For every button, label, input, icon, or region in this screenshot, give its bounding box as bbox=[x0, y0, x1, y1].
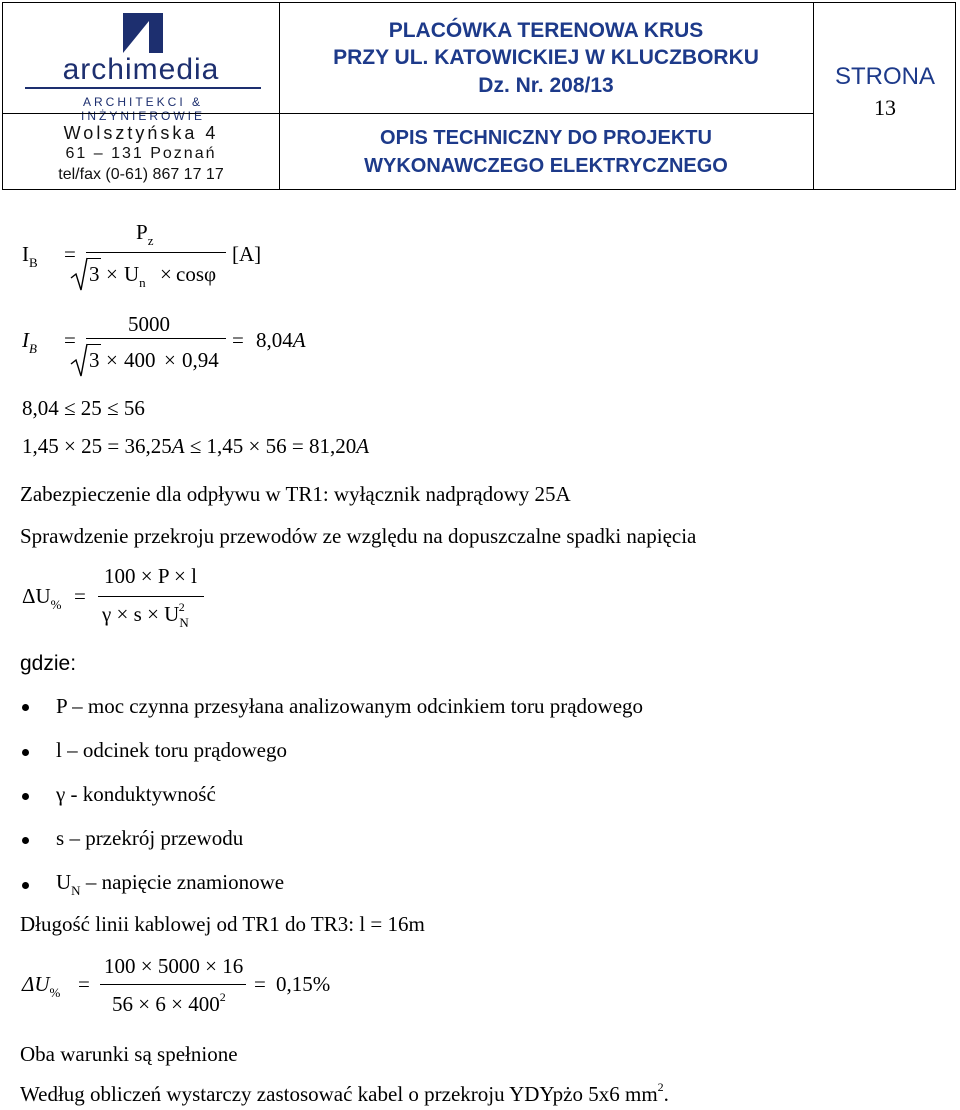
bullet-icon bbox=[22, 749, 29, 756]
voltage-drop-check-text: Sprawdzenie przekroju przewodów ze względu na dopuszczalne spadki napięcia bbox=[20, 524, 697, 548]
logo-rule bbox=[25, 87, 261, 89]
formula4-denominator: $56 \times 6 \times 400^2$ bbox=[112, 990, 226, 1016]
address-street: Wolsztyńska 4 bbox=[63, 123, 219, 143]
conclusion-conditions-met: Oba warunki są spełnione bbox=[20, 1042, 238, 1066]
formula1-times2: × bbox=[160, 262, 172, 286]
header-frame bbox=[2, 2, 956, 190]
formula3-fraction-bar bbox=[98, 596, 204, 597]
inequality-check-1: 8,04 ≤ 25 ≤ 56 bbox=[22, 396, 145, 420]
company-tagline: ARCHITEKCI & INŻYNIEROWIE bbox=[80, 95, 205, 123]
address-city: 61 – 131 Poznań bbox=[65, 145, 217, 162]
definition-symbol: s bbox=[56, 826, 65, 850]
definition-symbol: l bbox=[56, 738, 62, 762]
page-cell bbox=[813, 3, 957, 189]
formula1-numerator: $P_z$ bbox=[136, 220, 154, 248]
address-phone: tel/fax (0-61) 867 17 17 bbox=[58, 166, 224, 183]
definition-text: - konduktywność bbox=[70, 782, 216, 806]
formula4-equals2: = bbox=[254, 972, 266, 996]
definition-symbol: P bbox=[56, 694, 67, 718]
project-title-line2: PRZY UL. KATOWICKIEJ W KLUCZBORKU bbox=[333, 46, 759, 69]
formula4-numerator: 100 × 5000 × 16 bbox=[104, 954, 244, 978]
formula1-den-a: 3 bbox=[89, 262, 100, 286]
formula2-times2: × bbox=[164, 348, 176, 372]
formula1-times1: × bbox=[106, 262, 118, 286]
definition-symbol: γ bbox=[56, 782, 66, 806]
project-title-line1: PLACÓWKA TERENOWA KRUS bbox=[388, 19, 704, 42]
formula3-numerator: 100 × P × l bbox=[104, 564, 197, 588]
document-subtitle-line2: WYKONAWCZEGO ELEKTRYCZNEGO bbox=[364, 155, 728, 177]
formula2-result: 8,04A bbox=[256, 328, 306, 352]
document-subtitle-line1: OPIS TECHNICZNY DO PROJEKTU bbox=[380, 127, 712, 149]
bullet-icon bbox=[22, 882, 29, 889]
formula2-numerator: 5000 bbox=[128, 312, 170, 336]
formula1-sqrt-bar bbox=[87, 258, 101, 259]
formula1-sqrt-icon bbox=[70, 256, 88, 292]
formula4-fraction-bar bbox=[100, 984, 246, 985]
definition-symbol: $U_N$ bbox=[56, 870, 81, 898]
formula2-sqrt-bar bbox=[87, 344, 101, 345]
definition-text: – odcinek toru prądowego bbox=[67, 738, 287, 762]
formula2-fraction-bar bbox=[86, 338, 226, 339]
page-label: STRONA bbox=[834, 63, 935, 90]
title-cell bbox=[279, 3, 814, 189]
formula2-times1: × bbox=[106, 348, 118, 372]
formula1-unit: [A] bbox=[232, 242, 262, 266]
formula3-lhs: $\Delta U_{\%}$ bbox=[22, 584, 62, 612]
formula1-den-c: cosφ bbox=[176, 262, 217, 286]
formula2-den-b: 400 bbox=[124, 348, 156, 372]
where-label: gdzie: bbox=[20, 652, 77, 675]
header-divider bbox=[3, 113, 813, 114]
bullet-icon bbox=[22, 704, 29, 711]
document-header bbox=[0, 0, 960, 192]
archimedia-logo-icon bbox=[123, 13, 163, 53]
bullet-icon bbox=[22, 837, 29, 844]
formula1-den-b: $U_n$ bbox=[124, 262, 146, 290]
formula3-denominator: $\gamma \times s \times U_N^2$ bbox=[102, 600, 189, 630]
formula4-result: 0,15% bbox=[276, 972, 331, 996]
cable-length-line bbox=[20, 912, 425, 937]
project-plot-number: Dz. Nr. 208/13 bbox=[478, 74, 614, 97]
logo-cell bbox=[3, 3, 280, 189]
inequality-check-2: 1,45 × 25 = 36,25A ≤ 1,45 × 56 = 81,20A bbox=[22, 434, 370, 458]
formula2-lhs: $I_B$ bbox=[22, 328, 37, 356]
cable-length-text: Długość linii kablowej od TR1 do TR3: bbox=[20, 912, 355, 936]
protection-text: Zabezpieczenie dla odpływu w TR1: wyłącznik nadprądowy 25A bbox=[20, 482, 571, 506]
formula3-equals: = bbox=[74, 584, 86, 608]
definition-text: – przekrój przewodu bbox=[69, 826, 244, 850]
formula2-equals2: = bbox=[232, 328, 244, 352]
definition-text: – napięcie znamionowe bbox=[85, 870, 285, 894]
bullet-icon bbox=[22, 793, 29, 800]
formula2-den-a: 3 bbox=[89, 348, 100, 372]
conclusion-cable-selection: Według obliczeń wystarczy zastosować kabel o przekroju YDYpżo 5x6 $mm^2$. bbox=[20, 1080, 669, 1106]
formula1-equals: = bbox=[64, 242, 76, 266]
cable-length-value: l = 16m bbox=[359, 912, 425, 936]
definition-text: – moc czynna przesyłana analizowanym odcinkiem toru prądowego bbox=[72, 694, 644, 718]
formula1-fraction-bar bbox=[86, 252, 226, 253]
company-logo-word: archimedia bbox=[62, 53, 220, 86]
formula1-lhs: $I_B$ bbox=[22, 242, 38, 270]
formula4-equals: = bbox=[78, 972, 90, 996]
formula2-sqrt-icon bbox=[70, 342, 88, 378]
page-number: 13 bbox=[874, 95, 896, 120]
formula2-den-c: 0,94 bbox=[182, 348, 219, 372]
page-content bbox=[0, 192, 960, 1110]
formula4-lhs: $\Delta U_{\%}$ bbox=[22, 972, 61, 1000]
formula2-equals: = bbox=[64, 328, 76, 352]
